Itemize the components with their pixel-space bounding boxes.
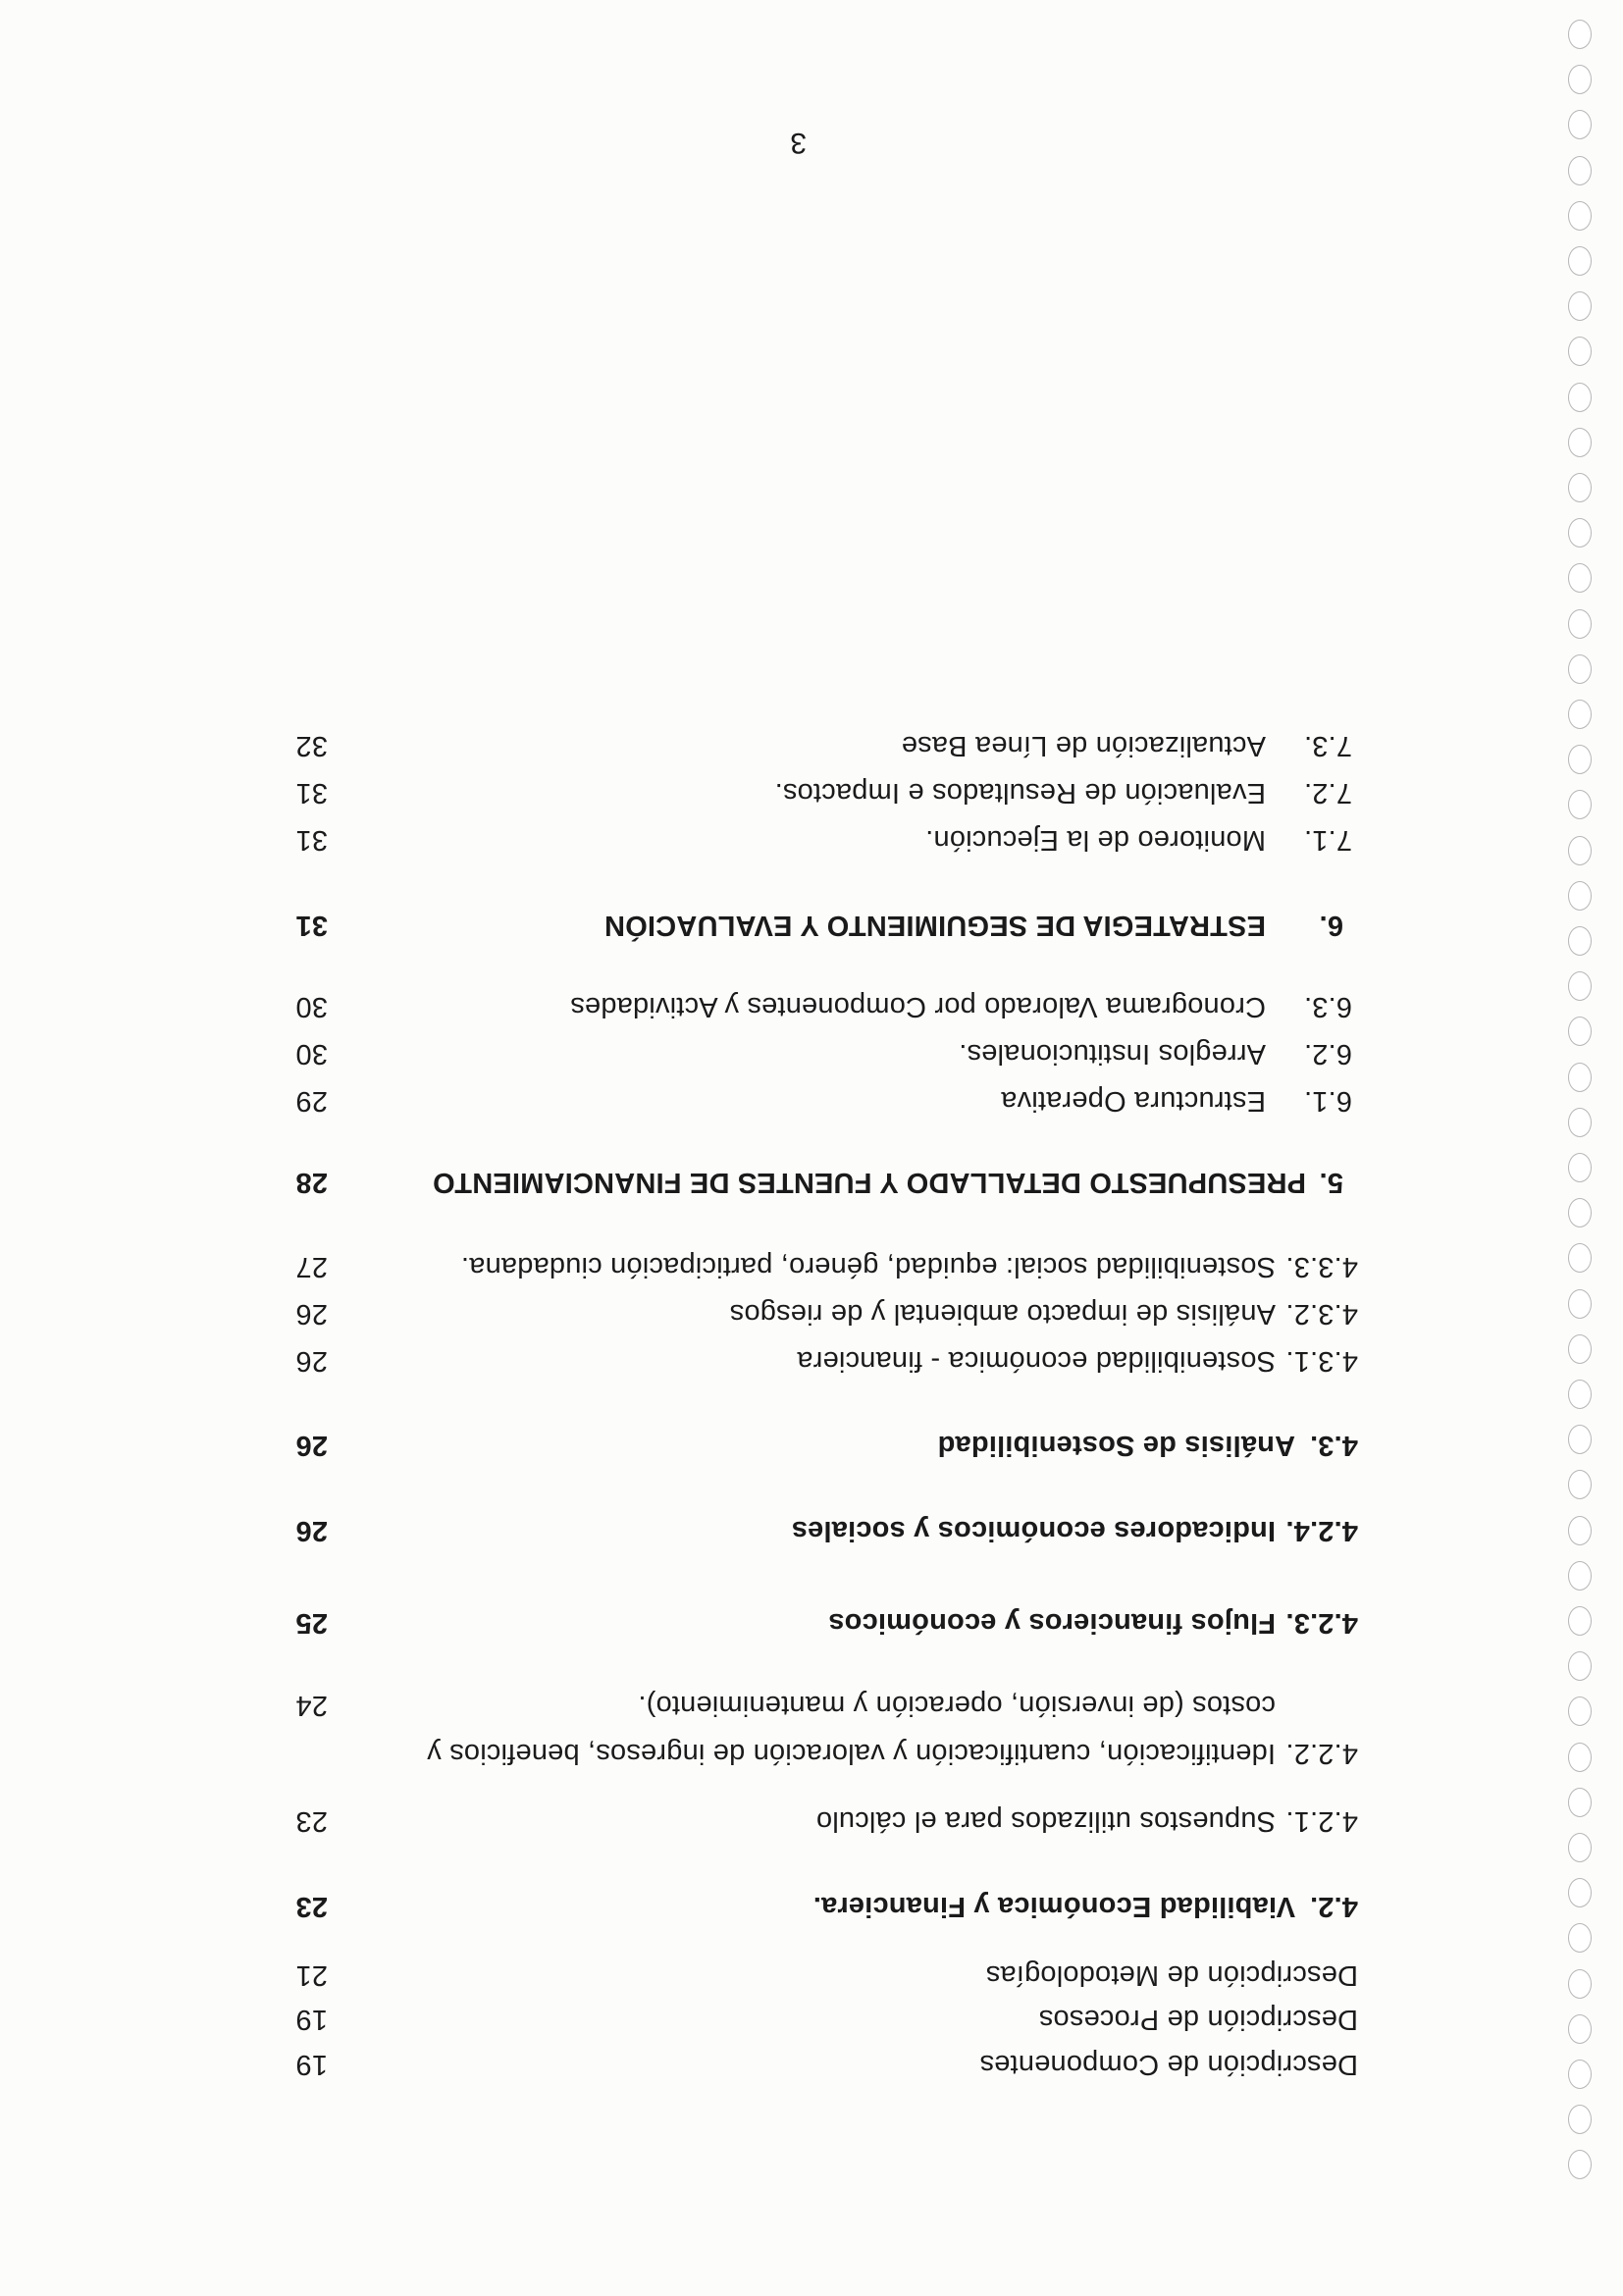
toc-entry-title: Estructura Operativa xyxy=(1001,1085,1266,1117)
toc-entry xyxy=(249,1424,1623,1463)
binding-holes xyxy=(1562,20,1601,2296)
toc-entry-number: 6. xyxy=(1319,910,1343,941)
toc-entry-title: Viabilidad Económica y Financiera. xyxy=(812,1891,1295,1922)
binding-hole xyxy=(1568,790,1592,819)
binding-hole xyxy=(1568,563,1592,593)
binding-hole xyxy=(1568,926,1592,956)
toc-entry xyxy=(249,771,1623,810)
toc-entry-page: 30 xyxy=(295,1038,328,1070)
toc-entry-title: Actualización de Línea Base xyxy=(901,730,1266,761)
toc-entry-title: Análisis de impacto ambiental y de riesgos xyxy=(729,1298,1276,1330)
binding-hole xyxy=(1568,881,1592,911)
toc-entry xyxy=(249,1885,1623,1924)
binding-hole xyxy=(1568,1606,1592,1636)
toc-entry-page: 19 xyxy=(295,2004,328,2035)
toc-entry-number: 4.2.3. xyxy=(1285,1607,1358,1639)
toc-entry-page: 29 xyxy=(295,1085,328,1117)
binding-hole xyxy=(1568,1833,1592,1862)
binding-hole xyxy=(1568,65,1592,94)
binding-hole xyxy=(1568,745,1592,774)
toc-entry-page: 28 xyxy=(295,1167,328,1198)
toc-entry-number: 4.3.2. xyxy=(1285,1298,1358,1330)
toc-entry-title: Flujos financieros y económicos xyxy=(828,1607,1276,1639)
toc-entry-number: 4.2.2. xyxy=(1285,1738,1358,1769)
toc-entry xyxy=(249,904,1623,943)
binding-hole xyxy=(1568,518,1592,548)
toc-entry-number: 4.3.1. xyxy=(1285,1345,1358,1377)
binding-hole xyxy=(1568,1696,1592,1726)
toc-entry xyxy=(249,1998,1623,2037)
toc-entry-title: Descripción de Componentes xyxy=(979,2049,1358,2080)
toc-entry-page: 31 xyxy=(295,777,328,809)
toc-entry-number: 6.1. xyxy=(1303,1085,1352,1117)
binding-hole xyxy=(1568,1470,1592,1499)
toc-entry-title: ESTRATEGIA DE SEGUIMIENTO Y EVALUACIÓN xyxy=(603,910,1266,941)
toc-entry-page: 25 xyxy=(295,1607,328,1639)
toc-entry-page: 27 xyxy=(295,1251,328,1282)
binding-hole xyxy=(1568,609,1592,639)
toc-entry-page: 30 xyxy=(295,991,328,1022)
toc-entry-number: 7.2. xyxy=(1303,777,1352,809)
binding-hole xyxy=(1568,2105,1592,2134)
toc-entry xyxy=(249,1684,1623,1723)
toc-entry-title: Sostenibilidad económica - financiera xyxy=(797,1345,1276,1377)
toc-entry-page: 31 xyxy=(295,824,328,856)
toc-entry xyxy=(249,1079,1623,1119)
toc-entry xyxy=(249,1601,1623,1641)
toc-entry-title: Monitoreo de la Ejecución. xyxy=(925,824,1266,856)
binding-hole xyxy=(1568,1334,1592,1364)
toc-entry-title: Análisis de Sostenibilidad xyxy=(937,1430,1295,1461)
toc-entry-title: Evaluación de Resultados e Impactos. xyxy=(774,777,1266,809)
binding-hole xyxy=(1568,246,1592,276)
binding-hole xyxy=(1568,383,1592,412)
binding-hole xyxy=(1568,1108,1592,1137)
toc-entry-title: Identificación, cuantificación y valoración de ingresos, beneficios y xyxy=(427,1738,1276,1769)
toc-entry-number: 5. xyxy=(1319,1167,1343,1198)
toc-entry-number: 4.2.1. xyxy=(1285,1805,1358,1837)
binding-hole xyxy=(1568,2060,1592,2089)
binding-hole xyxy=(1568,473,1592,502)
toc-entry-page: 26 xyxy=(295,1345,328,1377)
toc-entry-page: 31 xyxy=(295,910,328,941)
binding-hole xyxy=(1568,428,1592,457)
binding-hole xyxy=(1568,1425,1592,1454)
toc-entry-page: 32 xyxy=(295,730,328,761)
binding-hole xyxy=(1568,700,1592,729)
toc-entry-page: 26 xyxy=(295,1515,328,1546)
binding-hole xyxy=(1568,156,1592,185)
binding-hole xyxy=(1568,1380,1592,1409)
binding-hole xyxy=(1568,1651,1592,1681)
toc-entry-page: 26 xyxy=(295,1298,328,1330)
binding-hole xyxy=(1568,20,1592,49)
toc-entry-number: 4.3.3. xyxy=(1285,1251,1358,1282)
toc-entry-page: 21 xyxy=(295,1959,328,1991)
binding-hole xyxy=(1568,836,1592,865)
toc-entry-page: 24 xyxy=(295,1690,328,1721)
toc-entry-number: 4.2.4. xyxy=(1285,1515,1358,1546)
toc-entry xyxy=(249,1339,1623,1379)
binding-hole xyxy=(1568,1561,1592,1591)
toc-entry xyxy=(249,1800,1623,1839)
toc-entry xyxy=(249,818,1623,858)
toc-entry xyxy=(249,1161,1623,1200)
toc-entry xyxy=(249,1732,1623,1771)
binding-hole xyxy=(1568,1969,1592,1999)
binding-hole xyxy=(1568,1153,1592,1182)
toc-entry xyxy=(249,1292,1623,1331)
binding-hole xyxy=(1568,654,1592,684)
binding-hole xyxy=(1568,110,1592,139)
toc-entry-title: PRESUPUESTO DETALLADO Y FUENTES DE FINANCIAMIENTO xyxy=(432,1167,1306,1198)
binding-hole xyxy=(1568,291,1592,321)
toc-entry-title: Descripción de Metodologías xyxy=(985,1959,1358,1991)
toc-entry xyxy=(249,724,1623,763)
binding-hole xyxy=(1568,1743,1592,1772)
page-number: 3 xyxy=(790,127,807,159)
toc-entry-page: 23 xyxy=(295,1891,328,1922)
binding-hole xyxy=(1568,2014,1592,2044)
toc-entry-title: Descripción de Procesos xyxy=(1038,2004,1358,2035)
binding-hole xyxy=(1568,201,1592,231)
binding-hole xyxy=(1568,2150,1592,2179)
toc-entry-title: Arreglos Institucionales. xyxy=(959,1038,1266,1070)
binding-hole xyxy=(1568,1063,1592,1092)
toc-entry-title: Cronograma Valorado por Componentes y Actividades xyxy=(570,991,1266,1022)
toc-entry-number: 4.3. xyxy=(1309,1430,1358,1461)
toc-entry xyxy=(249,2043,1623,2082)
binding-hole xyxy=(1568,1788,1592,1817)
toc-entry-title: Supuestos utilizados para el cálculo xyxy=(815,1805,1276,1837)
toc-entry xyxy=(249,985,1623,1024)
toc-entry-title: Sostenibilidad social: equidad, género, participación ciudadana. xyxy=(460,1251,1276,1282)
toc-entry-title: costos (de inversión, operación y mantenimiento). xyxy=(638,1690,1276,1721)
toc-entry-page: 26 xyxy=(295,1430,328,1461)
binding-hole xyxy=(1568,337,1592,366)
toc-entry-number: 7.3. xyxy=(1303,730,1352,761)
binding-hole xyxy=(1568,1243,1592,1273)
toc-entry xyxy=(249,1954,1623,1993)
toc-entry-title: Indicadores económicos y sociales xyxy=(791,1515,1276,1546)
binding-hole xyxy=(1568,1198,1592,1227)
toc-entry-number: 6.3. xyxy=(1303,991,1352,1022)
toc-entry xyxy=(249,1245,1623,1284)
binding-hole xyxy=(1568,1289,1592,1319)
toc-entry-number: 7.1. xyxy=(1303,824,1352,856)
toc-entry-number: 6.2. xyxy=(1303,1038,1352,1070)
toc-entry xyxy=(249,1509,1623,1548)
binding-hole xyxy=(1568,1017,1592,1046)
binding-hole xyxy=(1568,1878,1592,1907)
toc-entry-page: 19 xyxy=(295,2049,328,2080)
binding-hole xyxy=(1568,1516,1592,1545)
binding-hole xyxy=(1568,1923,1592,1953)
toc-entry xyxy=(249,1032,1623,1071)
binding-hole xyxy=(1568,971,1592,1001)
toc-entry-page: 23 xyxy=(295,1805,328,1837)
toc-entry-number: 4.2. xyxy=(1309,1891,1358,1922)
